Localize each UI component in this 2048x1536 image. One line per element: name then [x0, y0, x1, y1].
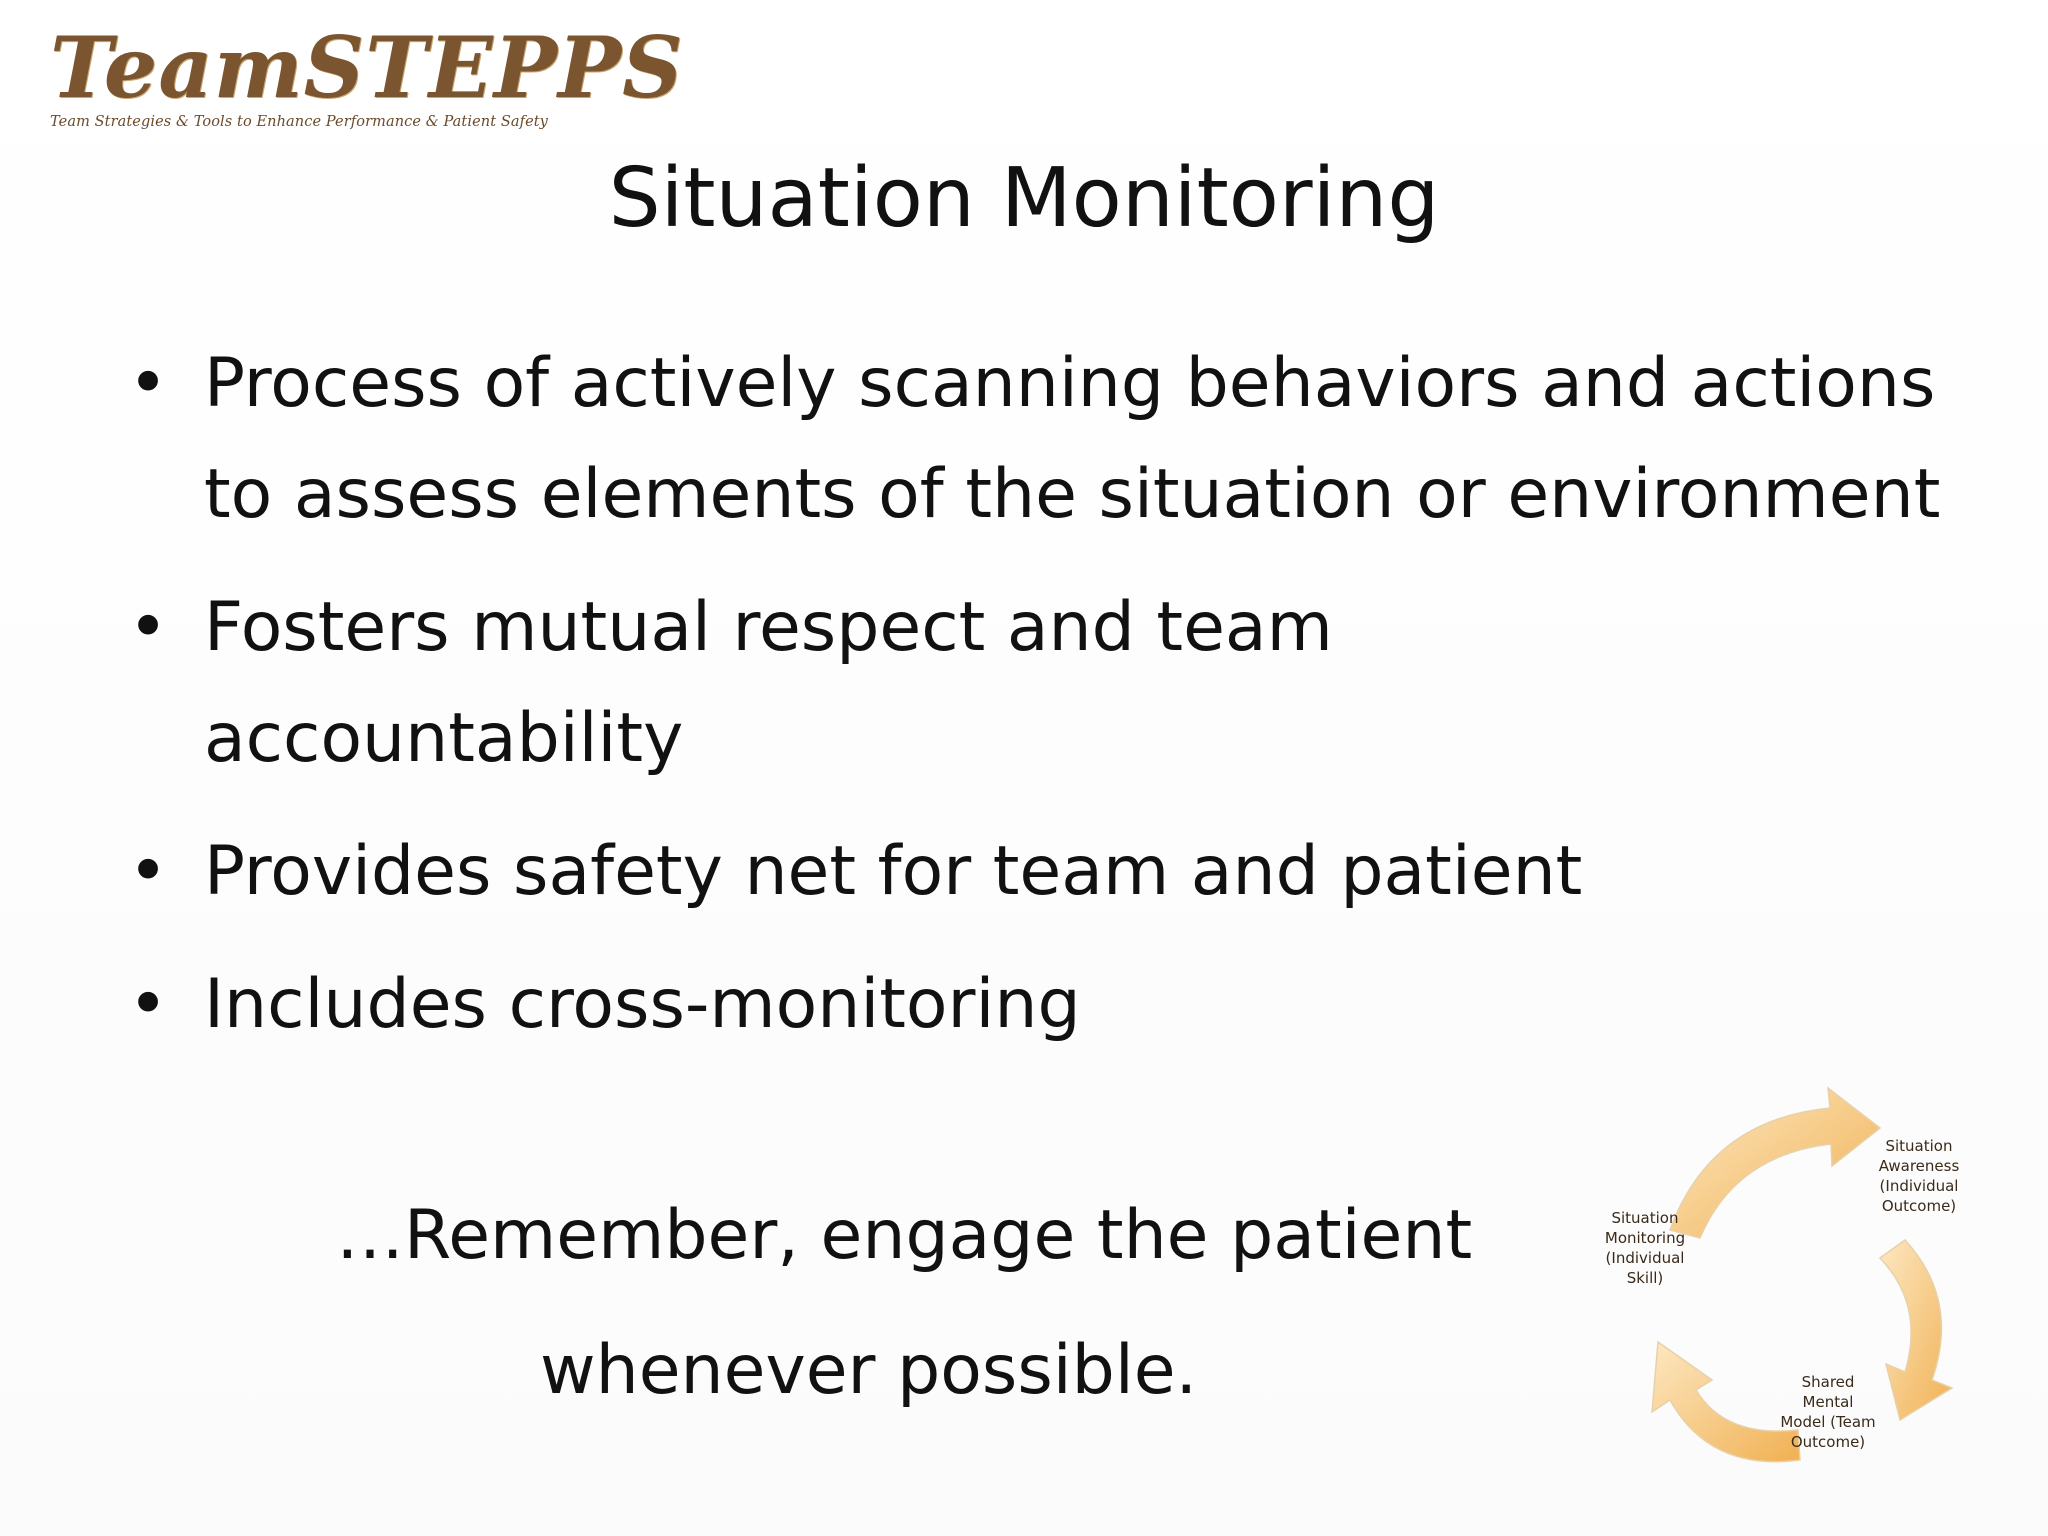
bullet-item	[128, 328, 1944, 550]
bullet-dot-icon: •	[128, 588, 169, 667]
bullet-text: Process of actively scanning behaviors and actions to assess elements of the situation or environment	[204, 344, 1941, 534]
cycle-diagram	[1560, 1080, 2020, 1500]
bullet-text: Includes cross-monitoring	[204, 965, 1081, 1044]
node-situation-monitoring: Situation Monitoring (Individual Skill)	[1604, 1209, 1686, 1287]
logo-tagline: Team Strategies & Tools to Enhance Performance & Patient Safety	[50, 114, 548, 130]
bullet-text: Provides safety net for team and patient	[204, 832, 1583, 911]
node-shared-mental-model: Shared Mental Model (Team Outcome)	[1780, 1373, 1876, 1451]
bullet-item	[128, 816, 1928, 927]
bullet-list	[128, 328, 1941, 1082]
remember-line-2: whenever possible.	[540, 1331, 1198, 1410]
cycle-arrow-right	[1880, 1240, 1952, 1420]
bullet-dot-icon: •	[128, 965, 169, 1044]
node-situation-awareness: Situation Awareness (Individual Outcome)	[1878, 1137, 1960, 1215]
bullet-text: Fosters mutual respect and team accountability	[204, 588, 1333, 778]
bullet-dot-icon: •	[128, 832, 169, 911]
cycle-arrow-top	[1670, 1088, 1880, 1238]
bullet-item	[128, 949, 1928, 1060]
teamstepps-logo	[50, 18, 684, 130]
logo-wordmark: TeamSTEPPS	[50, 18, 684, 117]
slide-title: Situation Monitoring	[608, 151, 1440, 246]
bullet-item	[128, 572, 1584, 794]
remember-line-1: …Remember, engage the patient	[336, 1196, 1473, 1275]
bullet-dot-icon: •	[128, 344, 169, 423]
